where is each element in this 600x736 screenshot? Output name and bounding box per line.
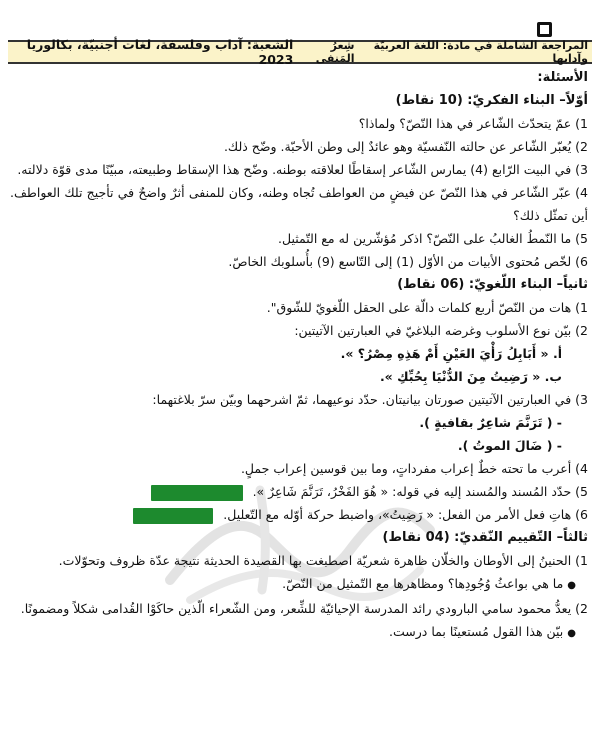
- s2-question-5-row: [10, 480, 588, 503]
- green-highlight-block: [133, 508, 213, 524]
- page-header: [8, 37, 592, 67]
- section3-title: ثالثاً– التّقييم النّقديّ: (04 نقاط): [382, 530, 588, 545]
- s1-question-6: 6) لخّص مُحتوى الأبيات من الأوّل (1) إلى التّاسع (9) بأُسلوبك الخاصّ.: [228, 254, 588, 269]
- s1-question-3: 3) في البيت الرّابع (4) يمارس الشّاعر إسقاطًا لعلاقته بوطنه. وضّح هذا الإسقاط وطبيعته، مبيّنًا مدى قوّة دلالته.: [17, 162, 588, 177]
- section2-title: ثانياً– البناء اللّغويّ: (06 نقاط): [397, 277, 588, 292]
- s1-question-1: 1) عمّ يتحدّث الشّاعر في هذا النّصّ؟ ولماذا؟: [358, 116, 588, 131]
- s2-question-6: 6) هاتِ فعل الأمر من الفعل: « رَضِيتُ»، واضبط حركة أوّله مع التّعليل.: [223, 507, 588, 522]
- s1-question-5: 5) ما النّمطُ الغالبُ على النّصّ؟ اذكر مُؤشّرين له مع التّمثيل.: [278, 231, 588, 246]
- s1-question-2: 2) يُعبّر الشّاعر عن حالته النّفسيّة وهو عائدٌ إلى وطن الأحبّة. وضّح ذلك.: [223, 139, 588, 154]
- s2-question-4: 4) أعرب ما تحته خطٌ إعراب مفرداتٍ، وما بين قوسين إعراب جملٍ.: [240, 461, 588, 476]
- s2-question-2b: ب. « رَضِيتُ مِنَ الدُّنْيَا بِحُبِّكِ ».: [379, 369, 562, 384]
- s3-question-1b: ما هي بواعثُ وُجُودِها؟ ومظاهرها مع التّمثيل من النّصّ.: [282, 576, 564, 591]
- bullet-icon: ●: [567, 580, 576, 591]
- s2-question-2a: أ. « أَبَابِلُ رَأْيَ العَيْنِ أَمْ هَذِهِ مِصْرُ؟ ».: [340, 346, 562, 361]
- header-stream: الشعبة: آداب وفلسفة، لغات أجنبيّة، بكالوريا 2023: [26, 37, 294, 67]
- section1-title: أوّلاً– البناء الفكريّ: (10 نقاط): [395, 93, 588, 108]
- header-topic: شِعرُ المَنفى: [315, 39, 355, 65]
- s2-question-6-row: [10, 503, 588, 526]
- s2-question-3: 3) في العبارتين الآتيتين صورتان بيانيتان. حدّد نوعيهما، ثمّ اشرحهما وبيّن سرّ بلاغتهما:: [152, 392, 588, 407]
- s3-question-1: 1) الحنينُ إلى الأوطان والخلّان ظاهرة شعريّة اصطبغت بها القصيدة الحديثة نتيجة عدّة ظروف وتحوّلات.: [58, 553, 588, 568]
- s3-question-2b-row: [10, 620, 588, 645]
- questions-title: الأسئلة:: [537, 70, 588, 85]
- s2-question-3a: - ( تَرَنَّمَ شاعِرٌ بقافيةٍ ).: [419, 415, 562, 430]
- s3-question-1b-row: [10, 572, 588, 597]
- bullet-icon: ●: [567, 628, 576, 639]
- s3-question-2b: بيّن هذا القول مُستعينًا بما درست.: [389, 624, 564, 639]
- green-highlight-block: [151, 485, 243, 501]
- questions-content: [10, 66, 588, 732]
- header-subject: المراجعة الشاملة في مادة: اللغة العربيّة وآدابها: [373, 39, 588, 65]
- s2-question-2: 2) بيّن نوع الأسلوب وغرضه البلاغيّ في العبارتين الآتيتين:: [294, 323, 588, 338]
- s2-question-5: 5) حدّد المُسند والمُسند إليه في قوله: « هُوَ الفَخْرُ، تَرَنَّمَ شَاعِرٌ ».: [252, 484, 588, 499]
- s2-question-1: 1) هات من النّصّ أربع كلمات دالّة على الحقل اللّغويّ للشّوق".: [266, 300, 588, 315]
- s2-question-3b: - ( ضَالَ الموتُ ).: [457, 438, 562, 453]
- s1-question-4: 4) عبّر الشّاعر في هذا النّصّ عن فيضٍ من العواطف تُجاه وطنه، وكان للمنفى أثرٌ واضحٌ في تأجيج تلك العواطف. أين تمثّل ذلك؟: [10, 185, 588, 223]
- checkbox-square-icon: [537, 22, 552, 37]
- s3-question-2: 2) يعدُّ محمود سامي البارودي رائد المدرسة الإحيائيّة للشِّعر، ومن الشّعراء الّذين حاكَوْا القُدامى شكلاً ومضمونًا.: [20, 601, 588, 616]
